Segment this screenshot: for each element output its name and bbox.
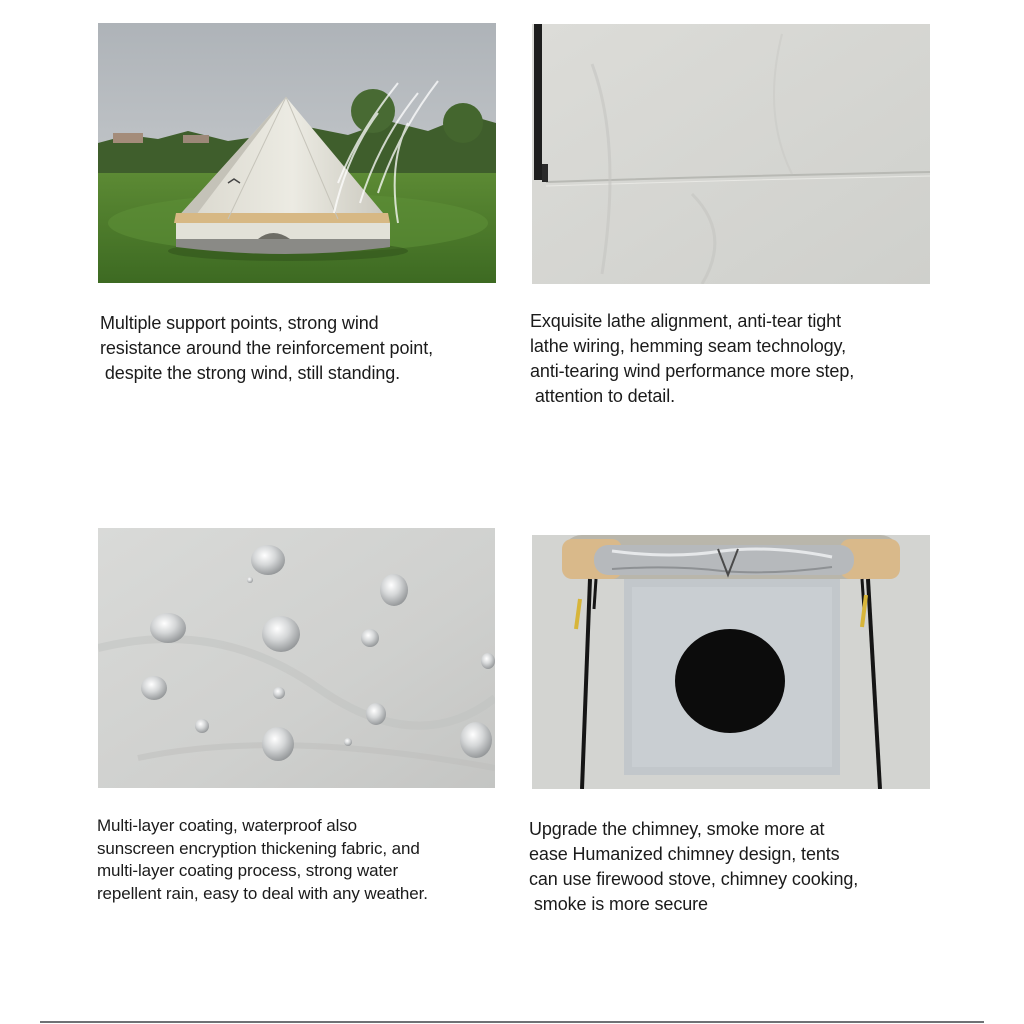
feature-caption-chimney xyxy=(529,817,858,917)
tent-in-wind-photo xyxy=(98,23,496,283)
chimney-hole-photo xyxy=(532,529,930,789)
tent-seam-closeup-photo xyxy=(532,24,930,284)
caption-line: Upgrade the chimney, smoke more at xyxy=(529,819,825,839)
caption-line: attention to detail. xyxy=(530,386,676,406)
feature-caption-wind-resistance xyxy=(100,311,433,386)
caption-line: smoke is more secure xyxy=(529,894,708,914)
caption-line: Multiple support points, strong wind xyxy=(100,313,379,333)
caption-line: can use firewood stove, chimney cooking, xyxy=(529,869,859,889)
caption-line: resistance around the reinforcement point, xyxy=(100,338,433,358)
caption-line: multi-layer coating process, strong water xyxy=(97,861,399,880)
feature-caption-waterproof-coating xyxy=(97,815,428,905)
caption-line: anti-tearing wind performance more step, xyxy=(530,361,855,381)
caption-line: despite the strong wind, still standing. xyxy=(100,363,401,383)
caption-line: ease Humanized chimney design, tents xyxy=(529,844,840,864)
caption-line: repellent rain, easy to deal with any weather. xyxy=(97,883,428,903)
caption-line: lathe wiring, hemming seam technology, xyxy=(530,336,847,356)
caption-line: sunscreen encryption thickening fabric, and xyxy=(97,838,420,858)
caption-line: Multi-layer coating, waterproof also xyxy=(97,816,358,835)
caption-line: Exquisite lathe alignment, anti-tear tight xyxy=(530,311,841,331)
water-droplets-on-fabric-photo xyxy=(98,528,495,788)
feature-caption-seam-technology xyxy=(530,309,854,409)
bottom-divider xyxy=(40,1021,984,1023)
